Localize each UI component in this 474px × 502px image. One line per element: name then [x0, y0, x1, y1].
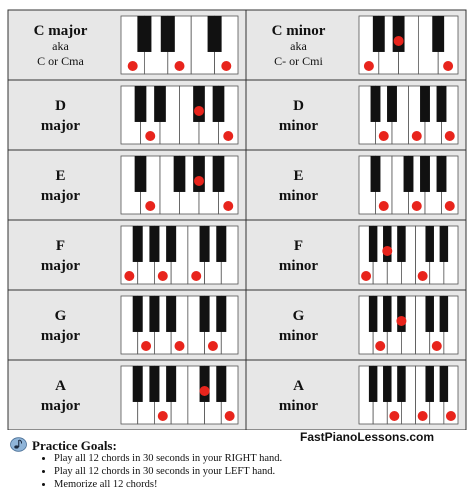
- black-key: [216, 366, 226, 402]
- chord-label-line: C minor: [271, 23, 326, 39]
- note-dot: [128, 61, 138, 71]
- chord-label-line: aka: [52, 39, 69, 53]
- black-key: [387, 86, 397, 122]
- note-dot: [361, 271, 371, 281]
- black-key: [193, 86, 205, 122]
- note-dot: [379, 201, 389, 211]
- black-key: [200, 226, 210, 262]
- black-key: [440, 226, 448, 262]
- music-note-icon: [10, 437, 27, 452]
- note-dot: [191, 271, 201, 281]
- note-dot: [412, 201, 422, 211]
- chord-label-line: major: [40, 118, 81, 134]
- black-key: [133, 366, 143, 402]
- chord-label-line: major: [40, 188, 81, 204]
- note-dot: [389, 411, 399, 421]
- website-label: FastPianoLessons.com: [300, 430, 435, 444]
- chord-label-line: D: [55, 98, 66, 114]
- chord-label-line: major: [40, 328, 81, 344]
- black-key: [425, 226, 433, 262]
- note-dot: [382, 246, 392, 256]
- black-key: [154, 86, 166, 122]
- chord-label-line: A: [55, 378, 66, 394]
- black-key: [149, 296, 159, 332]
- black-key: [369, 366, 377, 402]
- note-dot: [124, 271, 134, 281]
- black-key: [137, 16, 151, 52]
- note-dot: [375, 341, 385, 351]
- black-key: [369, 226, 377, 262]
- note-dot: [223, 131, 233, 141]
- black-key: [437, 156, 447, 192]
- note-dot: [418, 411, 428, 421]
- note-dot: [175, 61, 185, 71]
- chord-label-line: minor: [278, 258, 319, 274]
- black-key: [425, 296, 433, 332]
- note-dot: [158, 271, 168, 281]
- note-dot: [145, 201, 155, 211]
- black-key: [393, 16, 405, 52]
- note-dot: [364, 61, 374, 71]
- black-key: [135, 86, 147, 122]
- note-dot: [446, 411, 456, 421]
- chord-label-line: D: [293, 98, 304, 114]
- black-key: [133, 296, 143, 332]
- black-key: [371, 86, 381, 122]
- black-key: [208, 16, 222, 52]
- black-key: [373, 16, 385, 52]
- practice-goals-list: [40, 452, 282, 491]
- practice-goals-title: Practice Goals:: [32, 438, 117, 453]
- black-key: [383, 366, 391, 402]
- chord-label-line: C or Cma: [37, 54, 84, 68]
- note-dot: [158, 411, 168, 421]
- black-key: [174, 156, 186, 192]
- black-key: [432, 16, 444, 52]
- chord-label-line: minor: [278, 118, 319, 134]
- black-key: [193, 156, 205, 192]
- note-dot: [194, 106, 204, 116]
- black-key: [133, 226, 143, 262]
- black-key: [420, 156, 430, 192]
- chord-label-line: minor: [278, 188, 319, 204]
- black-key: [149, 366, 159, 402]
- chord-label-line: major: [40, 258, 81, 274]
- black-key: [213, 86, 225, 122]
- chord-label-line: G: [54, 308, 67, 324]
- black-key: [404, 156, 414, 192]
- black-key: [397, 296, 405, 332]
- black-key: [371, 156, 381, 192]
- black-key: [440, 296, 448, 332]
- black-key: [166, 226, 176, 262]
- chord-label-line: minor: [278, 398, 319, 414]
- black-key: [200, 296, 210, 332]
- note-dot: [443, 61, 453, 71]
- black-key: [437, 86, 447, 122]
- chord-label-line: C- or Cmi: [274, 54, 323, 68]
- goal-item: • Play all 12 chords in 30 seconds in your LEFT hand.: [54, 465, 282, 478]
- note-dot: [445, 201, 455, 211]
- chord-label-line: F: [55, 238, 66, 254]
- chord-label-line: minor: [278, 328, 319, 344]
- note-dot: [445, 131, 455, 141]
- note-dot: [175, 341, 185, 351]
- black-key: [383, 226, 391, 262]
- black-key: [420, 86, 430, 122]
- note-dot: [223, 201, 233, 211]
- black-key: [149, 226, 159, 262]
- black-key: [166, 296, 176, 332]
- goal-item: • Play all 12 chords in 30 seconds in your RIGHT hand.: [54, 452, 282, 465]
- note-dot: [418, 271, 428, 281]
- note-dot: [396, 316, 406, 326]
- black-key: [369, 296, 377, 332]
- chord-label-line: C major: [33, 23, 88, 39]
- chord-label-line: A: [293, 378, 304, 394]
- chord-label-line: aka: [290, 39, 307, 53]
- black-key: [216, 226, 226, 262]
- note-dot: [225, 411, 235, 421]
- note-dot: [208, 341, 218, 351]
- note-dot: [221, 61, 231, 71]
- chord-label-line: E: [293, 168, 304, 184]
- black-key: [213, 156, 225, 192]
- black-key: [216, 296, 226, 332]
- black-key: [161, 16, 175, 52]
- black-key: [397, 226, 405, 262]
- black-key: [135, 156, 147, 192]
- chord-label-line: major: [40, 398, 81, 414]
- chord-label-line: E: [55, 168, 66, 184]
- note-dot: [200, 386, 210, 396]
- note-dot: [379, 131, 389, 141]
- black-key: [383, 296, 391, 332]
- note-dot: [141, 341, 151, 351]
- note-dot: [194, 176, 204, 186]
- black-key: [397, 366, 405, 402]
- note-dot: [394, 36, 404, 46]
- note-dot: [145, 131, 155, 141]
- black-key: [440, 366, 448, 402]
- chord-label-line: F: [293, 238, 304, 254]
- note-dot: [412, 131, 422, 141]
- black-key: [166, 366, 176, 402]
- black-key: [425, 366, 433, 402]
- chord-label-line: G: [292, 308, 305, 324]
- note-dot: [432, 341, 442, 351]
- black-key: [200, 366, 210, 402]
- goal-item: • Memorize all 12 chords!: [54, 478, 282, 491]
